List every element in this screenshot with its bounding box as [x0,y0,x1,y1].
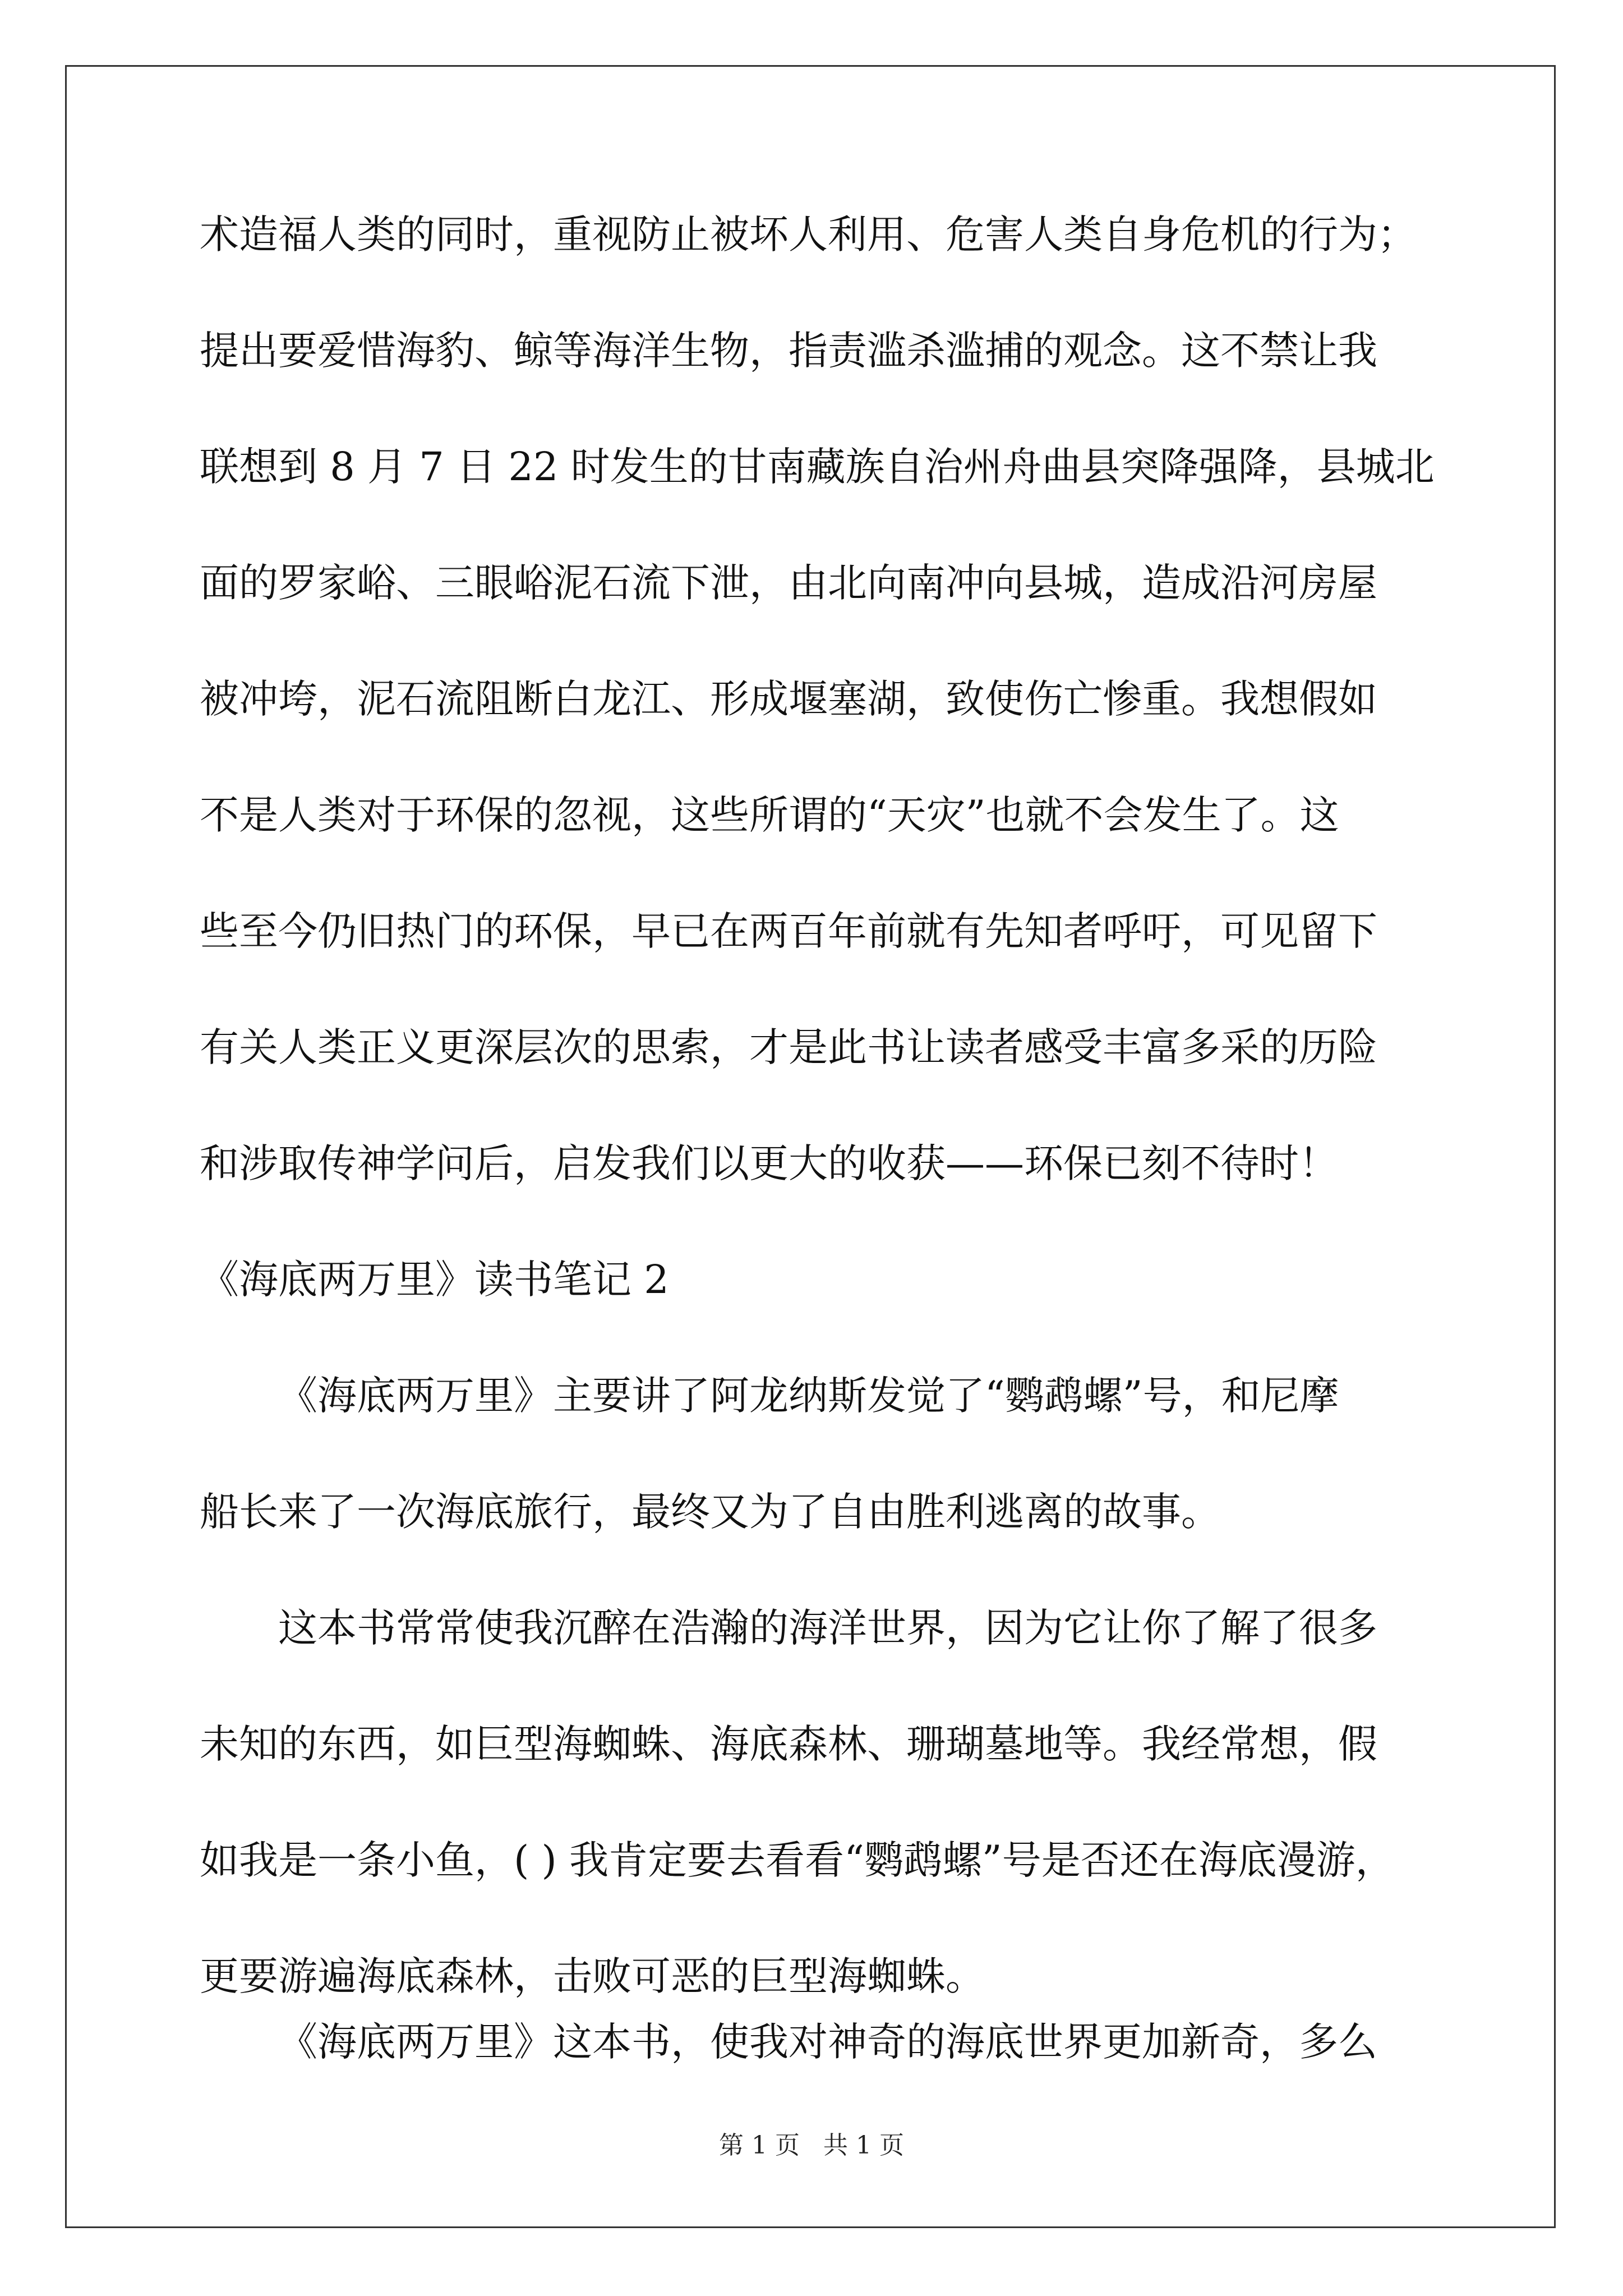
body-line: 更要游遍海底森林，击败可恶的巨型海蜘蛛。 [200,1953,985,1999]
body-line: 船长来了一次海底旅行，最终又为了自由胜利逃离的故事。 [200,1489,1220,1535]
paragraph-first-line: 《海底两万里》主要讲了阿龙纳斯发觉了“鹦鹉螺”号，和尼摩 [278,1373,1339,1419]
page-number: 第 1 页 [719,2131,800,2160]
body-line: 提出要爱惜海豹、鲸等海洋生物，指责滥杀滥捕的观念。这不禁让我 [200,328,1377,374]
body-line: 面的罗家峪、三眼峪泥石流下泄，由北向南冲向县城，造成沿河房屋 [200,560,1377,606]
page-total: 共 1 页 [823,2131,904,2160]
body-line: 些至今仍旧热门的环保，早已在两百年前就有先知者呼吁，可见留下 [200,908,1377,954]
body-line: 不是人类对于环保的忽视，这些所谓的“天灾”也就不会发生了。这 [200,792,1339,838]
body-line: 未知的东西，如巨型海蜘蛛、海底森林、珊瑚墓地等。我经常想，假 [200,1721,1377,1767]
page-footer [0,2129,1623,2162]
section-heading: 《海底两万里》读书笔记 2 [200,1257,669,1303]
body-line: 术造福人类的同时，重视防止被坏人利用、危害人类自身危机的行为； [200,211,1417,257]
body-line: 有关人类正义更深层次的思索，才是此书让读者感受丰富多采的历险 [200,1024,1377,1070]
paragraph-first-line: 这本书常常使我沉醉在浩瀚的海洋世界，因为它让你了解了很多 [278,1605,1377,1651]
body-line: 被冲垮，泥石流阻断白龙江、形成堰塞湖，致使伤亡惨重。我想假如 [200,676,1377,722]
body-line: 和涉取传神学问后，启发我们以更大的收获——环保已刻不待时！ [200,1140,1338,1186]
body-line: 联想到 8 月 7 日 22 时发生的甘南藏族自治州舟曲县突降强降，县城北 [200,444,1435,490]
paragraph-first-line: 《海底两万里》这本书，使我对神奇的海底世界更加新奇，多么 [278,2019,1377,2065]
body-line: 如我是一条小鱼，( ) 我肯定要去看看“鹦鹉螺”号是否还在海底漫游， [200,1837,1395,1883]
